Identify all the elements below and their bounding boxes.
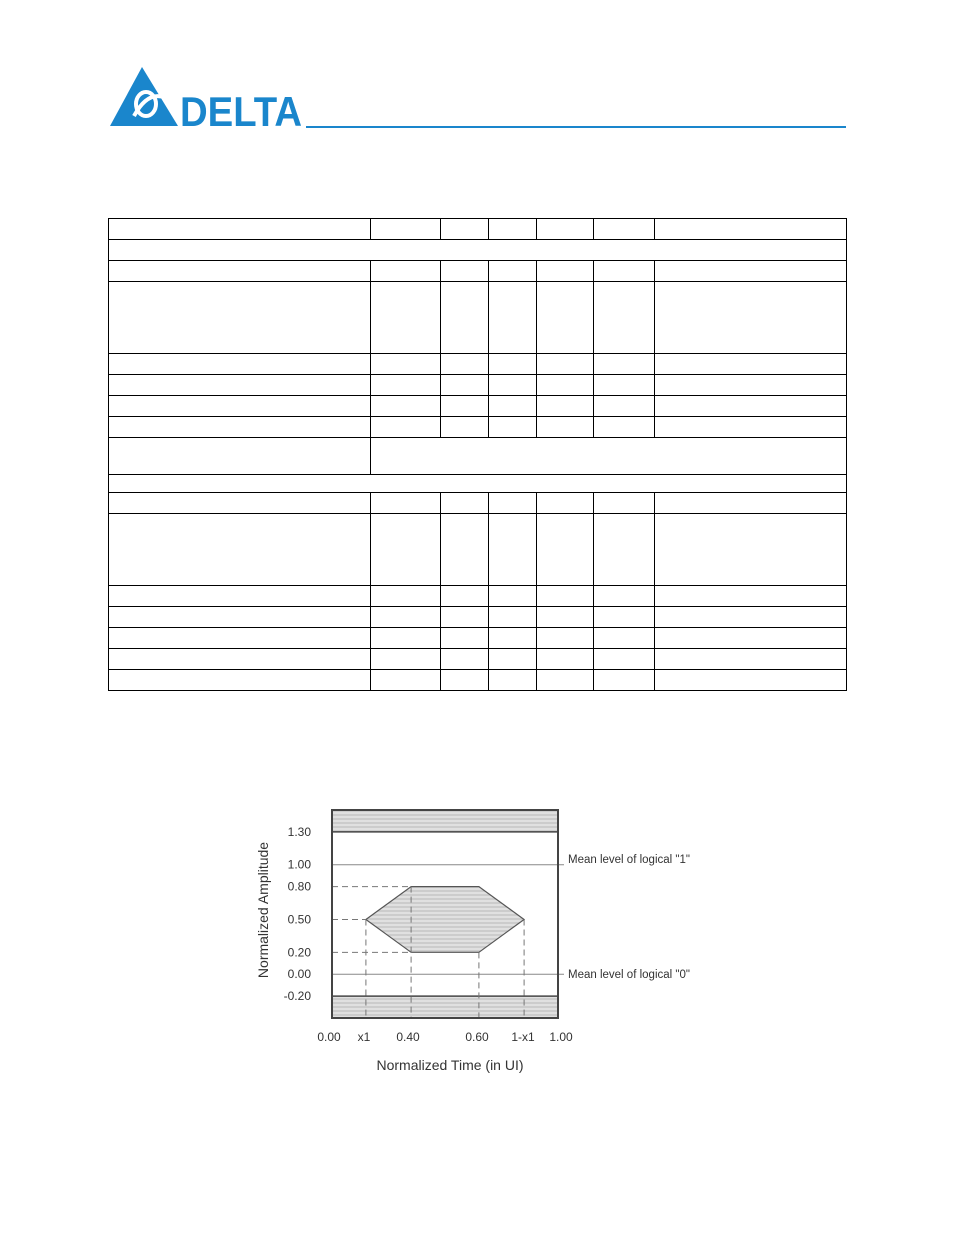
table-cell bbox=[537, 354, 594, 375]
table-row bbox=[109, 219, 847, 240]
table-row bbox=[109, 282, 847, 354]
center-eye-mask bbox=[366, 887, 524, 953]
table-cell bbox=[655, 649, 847, 670]
table-cell bbox=[109, 219, 371, 240]
table-cell bbox=[441, 586, 489, 607]
y-tick-label: 0.00 bbox=[287, 967, 311, 982]
table-row bbox=[109, 375, 847, 396]
table-cell bbox=[537, 417, 594, 438]
table-cell bbox=[594, 628, 655, 649]
table-cell bbox=[537, 628, 594, 649]
table-row bbox=[109, 628, 847, 649]
table-cell bbox=[441, 396, 489, 417]
table-cell bbox=[489, 607, 537, 628]
table-row bbox=[109, 261, 847, 282]
table-cell bbox=[109, 375, 371, 396]
header-rule bbox=[306, 126, 846, 128]
table-cell bbox=[109, 493, 371, 514]
table-cell bbox=[537, 219, 594, 240]
table-cell bbox=[537, 514, 594, 586]
table-row bbox=[109, 670, 847, 691]
annotation-mean-one: Mean level of logical "1" bbox=[568, 854, 690, 866]
table-cell bbox=[489, 649, 537, 670]
table-cell bbox=[489, 670, 537, 691]
table-cell bbox=[655, 219, 847, 240]
spec-table-body bbox=[109, 219, 847, 691]
table-cell bbox=[371, 607, 441, 628]
delta-logo-text: DELTA bbox=[180, 88, 302, 130]
table-cell bbox=[371, 375, 441, 396]
table-row bbox=[109, 514, 847, 586]
eye-diagram-marks bbox=[284, 810, 573, 1044]
table-cell bbox=[109, 417, 371, 438]
table-cell bbox=[594, 375, 655, 396]
y-tick-label: 1.30 bbox=[287, 824, 311, 839]
table-cell bbox=[537, 375, 594, 396]
table-cell bbox=[109, 514, 371, 586]
table-cell bbox=[594, 514, 655, 586]
table-cell bbox=[371, 417, 441, 438]
table-cell bbox=[655, 670, 847, 691]
table-cell bbox=[109, 628, 371, 649]
table-cell bbox=[594, 219, 655, 240]
table-cell bbox=[371, 514, 441, 586]
table-cell bbox=[537, 261, 594, 282]
table-cell bbox=[489, 261, 537, 282]
table-row bbox=[109, 438, 847, 475]
table-cell bbox=[537, 586, 594, 607]
table-cell bbox=[594, 586, 655, 607]
table-cell bbox=[109, 649, 371, 670]
table-cell bbox=[489, 375, 537, 396]
table-cell bbox=[594, 282, 655, 354]
spec-table bbox=[108, 218, 847, 691]
table-cell bbox=[109, 586, 371, 607]
table-cell bbox=[371, 282, 441, 354]
table-cell bbox=[371, 219, 441, 240]
table-cell bbox=[594, 670, 655, 691]
y-tick-label: 0.80 bbox=[287, 879, 311, 894]
table-cell bbox=[594, 493, 655, 514]
table-cell bbox=[109, 240, 847, 261]
table-cell bbox=[655, 514, 847, 586]
eye-ylabel: Normalized Amplitude bbox=[255, 841, 271, 979]
delta-triangle-logo-icon bbox=[110, 67, 178, 126]
table-cell bbox=[537, 282, 594, 354]
table-cell bbox=[441, 607, 489, 628]
table-cell bbox=[655, 586, 847, 607]
y-tick-label: 0.20 bbox=[287, 945, 311, 960]
table-cell bbox=[594, 417, 655, 438]
table-cell bbox=[441, 417, 489, 438]
upper-mask-region bbox=[332, 810, 558, 832]
table-cell bbox=[594, 396, 655, 417]
table-cell bbox=[109, 354, 371, 375]
table-cell bbox=[489, 586, 537, 607]
x-tick-label: 0.60 bbox=[465, 1030, 489, 1044]
table-cell bbox=[594, 649, 655, 670]
table-row bbox=[109, 649, 847, 670]
table-cell bbox=[655, 375, 847, 396]
x-tick-label: 1.00 bbox=[549, 1030, 573, 1044]
eye-xlabel: Normalized Time (in UI) bbox=[376, 1057, 524, 1073]
table-cell bbox=[489, 493, 537, 514]
y-tick-label: 0.50 bbox=[287, 912, 311, 927]
table-cell bbox=[371, 649, 441, 670]
table-cell bbox=[537, 396, 594, 417]
table-cell bbox=[441, 354, 489, 375]
table-cell bbox=[537, 607, 594, 628]
table-cell bbox=[371, 261, 441, 282]
table-cell bbox=[655, 282, 847, 354]
table-cell bbox=[441, 261, 489, 282]
table-cell bbox=[489, 628, 537, 649]
table-cell bbox=[655, 628, 847, 649]
table-cell bbox=[109, 438, 371, 475]
table-cell bbox=[109, 261, 371, 282]
table-cell bbox=[489, 417, 537, 438]
table-cell bbox=[441, 649, 489, 670]
table-cell bbox=[371, 396, 441, 417]
table-row bbox=[109, 586, 847, 607]
table-cell bbox=[109, 282, 371, 354]
y-tick-label: 1.00 bbox=[287, 857, 311, 872]
table-cell bbox=[489, 354, 537, 375]
table-cell bbox=[489, 396, 537, 417]
table-row bbox=[109, 607, 847, 628]
table-cell bbox=[537, 493, 594, 514]
table-cell bbox=[489, 514, 537, 586]
table-cell bbox=[441, 219, 489, 240]
table-cell bbox=[537, 670, 594, 691]
table-cell bbox=[371, 670, 441, 691]
table-cell bbox=[371, 586, 441, 607]
delta-logo bbox=[108, 64, 308, 130]
table-row bbox=[109, 493, 847, 514]
table-cell bbox=[441, 375, 489, 396]
table-cell bbox=[371, 628, 441, 649]
eye-diagram bbox=[250, 800, 720, 1090]
x-tick-label: 0.40 bbox=[396, 1030, 420, 1044]
table-cell bbox=[655, 417, 847, 438]
table-cell bbox=[489, 219, 537, 240]
table-cell bbox=[109, 396, 371, 417]
x-tick-label: 0.00 bbox=[317, 1030, 341, 1044]
table-row bbox=[109, 354, 847, 375]
table-row bbox=[109, 417, 847, 438]
table-cell bbox=[594, 607, 655, 628]
table-cell bbox=[371, 354, 441, 375]
table-cell bbox=[655, 607, 847, 628]
table-row bbox=[109, 396, 847, 417]
table-cell bbox=[109, 475, 847, 493]
table-cell bbox=[655, 261, 847, 282]
x-tick-label: x1 bbox=[357, 1030, 371, 1044]
table-cell bbox=[109, 670, 371, 691]
table-cell bbox=[441, 493, 489, 514]
table-cell bbox=[441, 670, 489, 691]
table-cell bbox=[109, 607, 371, 628]
table-cell bbox=[489, 282, 537, 354]
table-cell bbox=[537, 649, 594, 670]
table-cell bbox=[655, 396, 847, 417]
table-cell bbox=[441, 514, 489, 586]
table-cell bbox=[655, 354, 847, 375]
table-row bbox=[109, 240, 847, 261]
table-cell bbox=[594, 261, 655, 282]
table-row bbox=[109, 475, 847, 493]
table-cell bbox=[371, 438, 847, 475]
table-cell bbox=[441, 282, 489, 354]
table-cell bbox=[594, 354, 655, 375]
x-tick-label: 1-x1 bbox=[511, 1030, 535, 1044]
y-tick-label: -0.20 bbox=[283, 989, 311, 1004]
table-cell bbox=[371, 493, 441, 514]
table-cell bbox=[441, 628, 489, 649]
annotation-mean-zero: Mean level of logical "0" bbox=[568, 969, 690, 981]
table-cell bbox=[655, 493, 847, 514]
